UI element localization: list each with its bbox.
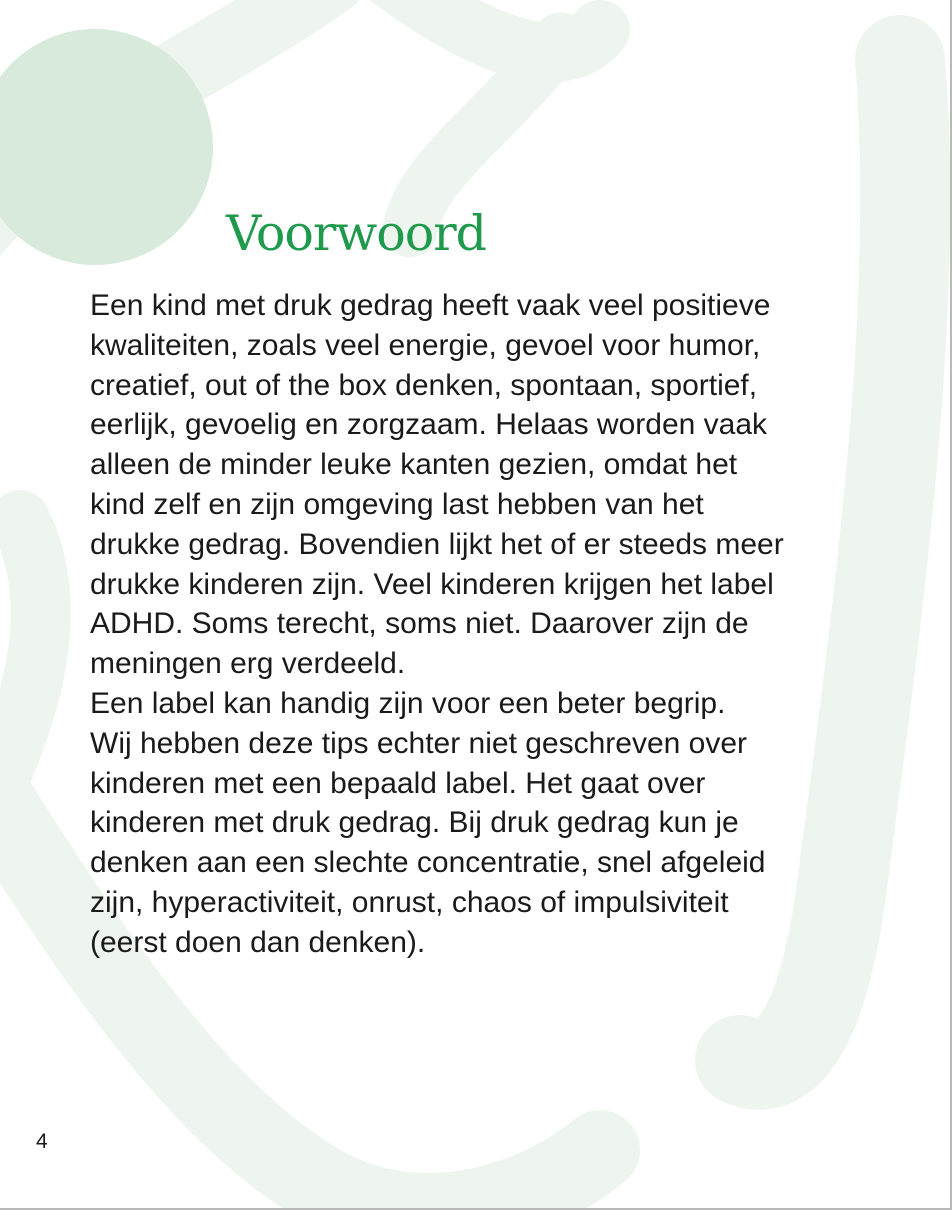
decor-swirl-mid xyxy=(0,520,41,820)
text-line: (eerst doen dan denken). xyxy=(90,925,426,959)
text-line: drukke gedrag. Bovendien lijkt het of er steeds meer xyxy=(90,527,784,561)
text-line: Wij hebben deze tips echter niet geschreven over xyxy=(90,726,748,760)
text-line: Een kind met druk gedrag heeft vaak veel positieve xyxy=(90,289,771,322)
page-number: 4 xyxy=(36,1130,48,1153)
text-line: alleen de minder leuke kanten gezien, omdat het xyxy=(90,448,738,482)
text-line: zijn, hyperactiviteit, onrust, chaos of impulsiviteit xyxy=(90,885,729,919)
text-line: creatief, out of the box denken, spontaan, sportief, xyxy=(90,368,758,402)
text-line: kinderen met een bepaald label. Het gaat over xyxy=(90,766,706,800)
text-line: Een label kan handig zijn voor een beter begrip. xyxy=(90,686,726,720)
text-line: kind zelf en zijn omgeving last hebben van het xyxy=(90,487,704,521)
text-line: denken aan een slechte concentratie, snel afgeleid xyxy=(90,846,766,880)
text-line: kinderen met druk gedrag. Bij druk gedrag kun je xyxy=(90,806,739,840)
decor-swirl-diagonal xyxy=(410,40,560,230)
body-paragraph xyxy=(90,286,850,963)
text-line: ADHD. Soms terecht, soms niet. Daarover zijn de xyxy=(90,607,749,641)
text-line: kwaliteiten, zoals veel energie, gevoel voor humor, xyxy=(90,328,761,362)
page-title: Voorwoord xyxy=(226,205,487,262)
text-line: eerlijk, gevoelig en zorgzaam. Helaas worden vaak xyxy=(90,408,768,442)
text-line: meningen erg verdeeld. xyxy=(90,647,406,681)
text-line: drukke kinderen zijn. Veel kinderen krijgen het label xyxy=(90,567,774,601)
